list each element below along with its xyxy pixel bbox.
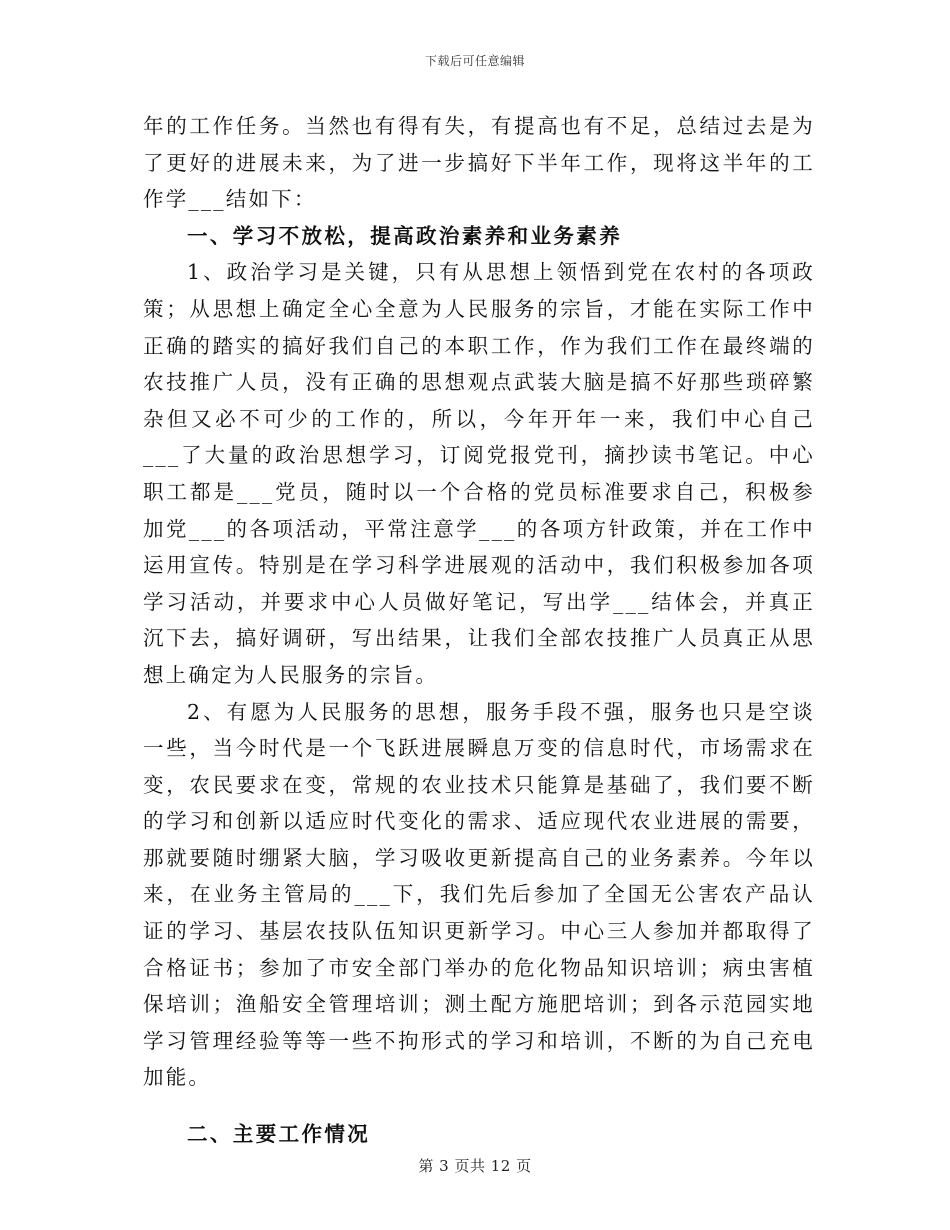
paragraph-political-study: 1、政治学习是关键，只有从思想上领悟到党在农村的各项政策；从思想上确定全心全意为人民服务的宗旨，才能在实际工作中正确的踏实的搞好我们自己的本职工作，作为我们工作在最终端的农技推广人员，没有正确的思想观点武装大脑是搞不好那些琐碎繁杂但又必不可少的工作的，所以，今年开年一来，我们中心自己___了大量的政治思想学习，订阅党报党刊，摘抄读书笔记。中心职工都是___党员，随时以一个合格的党员标准要求自己，积极参加党___的各项活动，平常注意学___的各项方针政策，并在工作中运用宣传。特别是在学习科学进展观的活动中，我们积极参加各项学习活动，并要求中心人员做好笔记，写出学___结体会，并真正沉下去，搞好调研，写出结果，让我们全部农技推广人员真正从思想上确定为人民服务的宗旨。 — [143, 260, 815, 687]
intro-paragraph: 年的工作任务。当然也有得有失，有提高也有不足，总结过去是为了更好的进展未来，为了进一步搞好下半年工作，现将这半年的工作学___结如下： — [143, 114, 815, 212]
page-header: 下载后可任意编辑 — [424, 54, 525, 68]
section-heading-2: 二、主要工作情况 — [187, 1122, 371, 1147]
section-heading-1: 一、学习不放松，提高政治素养和业务素养 — [187, 223, 623, 248]
document-body — [143, 108, 815, 1153]
page-number: 第 3 页共 12 页 — [418, 1157, 532, 1175]
paragraph-service-skills: 2、有愿为人民服务的思想，服务手段不强，服务也只是空谈一些，当今时代是一个飞跃进展瞬息万变的信息时代，市场需求在变，农民要求在变，常规的农业技术只能算是基础了，我们要不断的学习和创新以适应时代变化的需求、适应现代农业进展的需要，那就要随时绷紧大脑，学习吸收更新提高自己的业务素养。今年以来，在业务主管局的___下，我们先后参加了全国无公害农产品认证的学习、基层农技队伍知识更新学习。中心三人参加并都取得了合格证书；参加了市安全部门举办的危化物品知识培训；病虫害植保培训；渔船安全管理培训；测土配方施肥培训；到各示范园实地学习管理经验等等一些不拘形式的学习和培训，不断的为自己充电加能。 — [143, 699, 815, 1090]
